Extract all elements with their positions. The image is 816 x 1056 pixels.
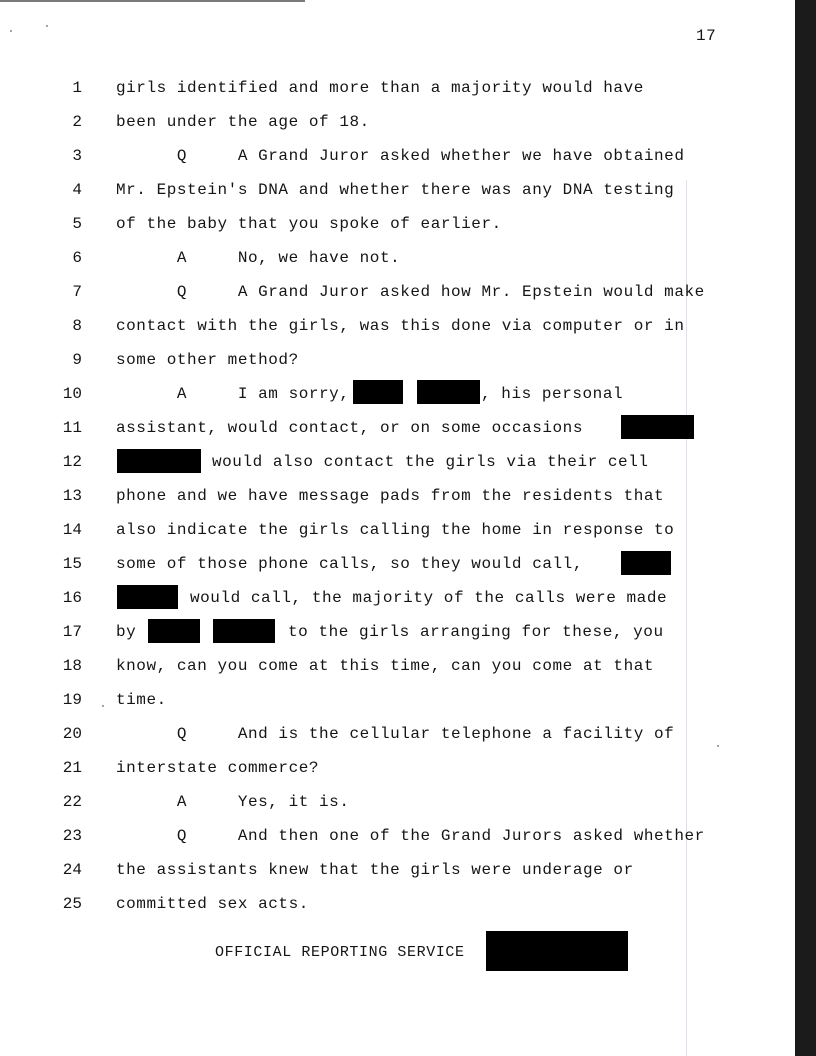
scan-speck xyxy=(102,705,104,707)
line-number: 9 xyxy=(72,351,82,369)
transcript-line: Q And then one of the Grand Jurors asked whether xyxy=(116,827,705,845)
line-number: 25 xyxy=(62,895,82,913)
transcript-line: contact with the girls, was this done via computer or in xyxy=(116,317,685,335)
transcript-line: Q A Grand Juror asked whether we have obtained xyxy=(116,147,685,165)
transcript-line-part: would also contact the girls via their cell xyxy=(212,453,649,471)
transcript-line: also indicate the girls calling the home in response to xyxy=(116,521,675,539)
redaction-box xyxy=(117,585,178,609)
footer-reporting-service: OFFICIAL REPORTING SERVICE xyxy=(215,944,465,961)
transcript-line: Q A Grand Juror asked how Mr. Epstein would make xyxy=(116,283,705,301)
line-number: 21 xyxy=(62,759,82,777)
line-number: 12 xyxy=(62,453,82,471)
line-number: 15 xyxy=(62,555,82,573)
transcript-line: Q And is the cellular telephone a facility of xyxy=(116,725,675,743)
transcript-line: been under the age of 18. xyxy=(116,113,370,131)
transcript-line: girls identified and more than a majority would have xyxy=(116,79,644,97)
transcript-line: the assistants knew that the girls were underage or xyxy=(116,861,634,879)
redaction-box xyxy=(621,415,694,439)
transcript-line: know, can you come at this time, can you come at that xyxy=(116,657,655,675)
redaction-box xyxy=(486,931,628,971)
line-number: 2 xyxy=(72,113,82,131)
line-number: 23 xyxy=(62,827,82,845)
transcript-line: Mr. Epstein's DNA and whether there was any DNA testing xyxy=(116,181,675,199)
line-number: 11 xyxy=(62,419,82,437)
line-number: 20 xyxy=(62,725,82,743)
line-number: 10 xyxy=(62,385,82,403)
line-number: 17 xyxy=(62,623,82,641)
scan-speck xyxy=(46,25,48,27)
transcript-line: time. xyxy=(116,691,167,709)
line-number: 6 xyxy=(72,249,82,267)
redaction-box xyxy=(213,619,275,643)
redaction-box xyxy=(417,380,480,404)
transcript-line-part: A I am sorry, xyxy=(116,385,350,403)
line-number: 1 xyxy=(72,79,82,97)
transcript-line: A No, we have not. xyxy=(116,249,401,267)
line-number: 3 xyxy=(72,147,82,165)
line-number: 24 xyxy=(62,861,82,879)
transcript-line-part: assistant, would contact, or on some occasions xyxy=(116,419,583,437)
line-number: 16 xyxy=(62,589,82,607)
redaction-box xyxy=(117,449,201,473)
line-number: 5 xyxy=(72,215,82,233)
line-number: 19 xyxy=(62,691,82,709)
line-number: 7 xyxy=(72,283,82,301)
transcript-line-part: some of those phone calls, so they would call, xyxy=(116,555,583,573)
transcript-line-part: , his personal xyxy=(481,385,624,403)
line-number: 4 xyxy=(72,181,82,199)
transcript-line-part: would call, the majority of the calls were made xyxy=(190,589,668,607)
transcript-line: A Yes, it is. xyxy=(116,793,350,811)
transcript-line-part: to the girls arranging for these, you xyxy=(288,623,664,641)
scan-edge-strip xyxy=(795,0,816,1056)
margin-rule xyxy=(686,180,687,1056)
transcript-line: interstate commerce? xyxy=(116,759,320,777)
redaction-box xyxy=(148,619,200,643)
transcript-line: committed sex acts. xyxy=(116,895,309,913)
line-number: 22 xyxy=(62,793,82,811)
transcript-line: of the baby that you spoke of earlier. xyxy=(116,215,502,233)
redaction-box xyxy=(621,551,671,575)
line-number: 8 xyxy=(72,317,82,335)
scan-artifact-line xyxy=(0,0,305,2)
page-number: 17 xyxy=(696,27,717,45)
transcript-line: some other method? xyxy=(116,351,299,369)
line-number: 14 xyxy=(62,521,82,539)
transcript-line: phone and we have message pads from the residents that xyxy=(116,487,665,505)
transcript-line-part: by xyxy=(116,623,137,641)
line-number: 13 xyxy=(62,487,82,505)
line-number: 18 xyxy=(62,657,82,675)
scan-speck xyxy=(10,30,12,32)
redaction-box xyxy=(353,380,403,404)
scan-speck xyxy=(717,745,719,747)
